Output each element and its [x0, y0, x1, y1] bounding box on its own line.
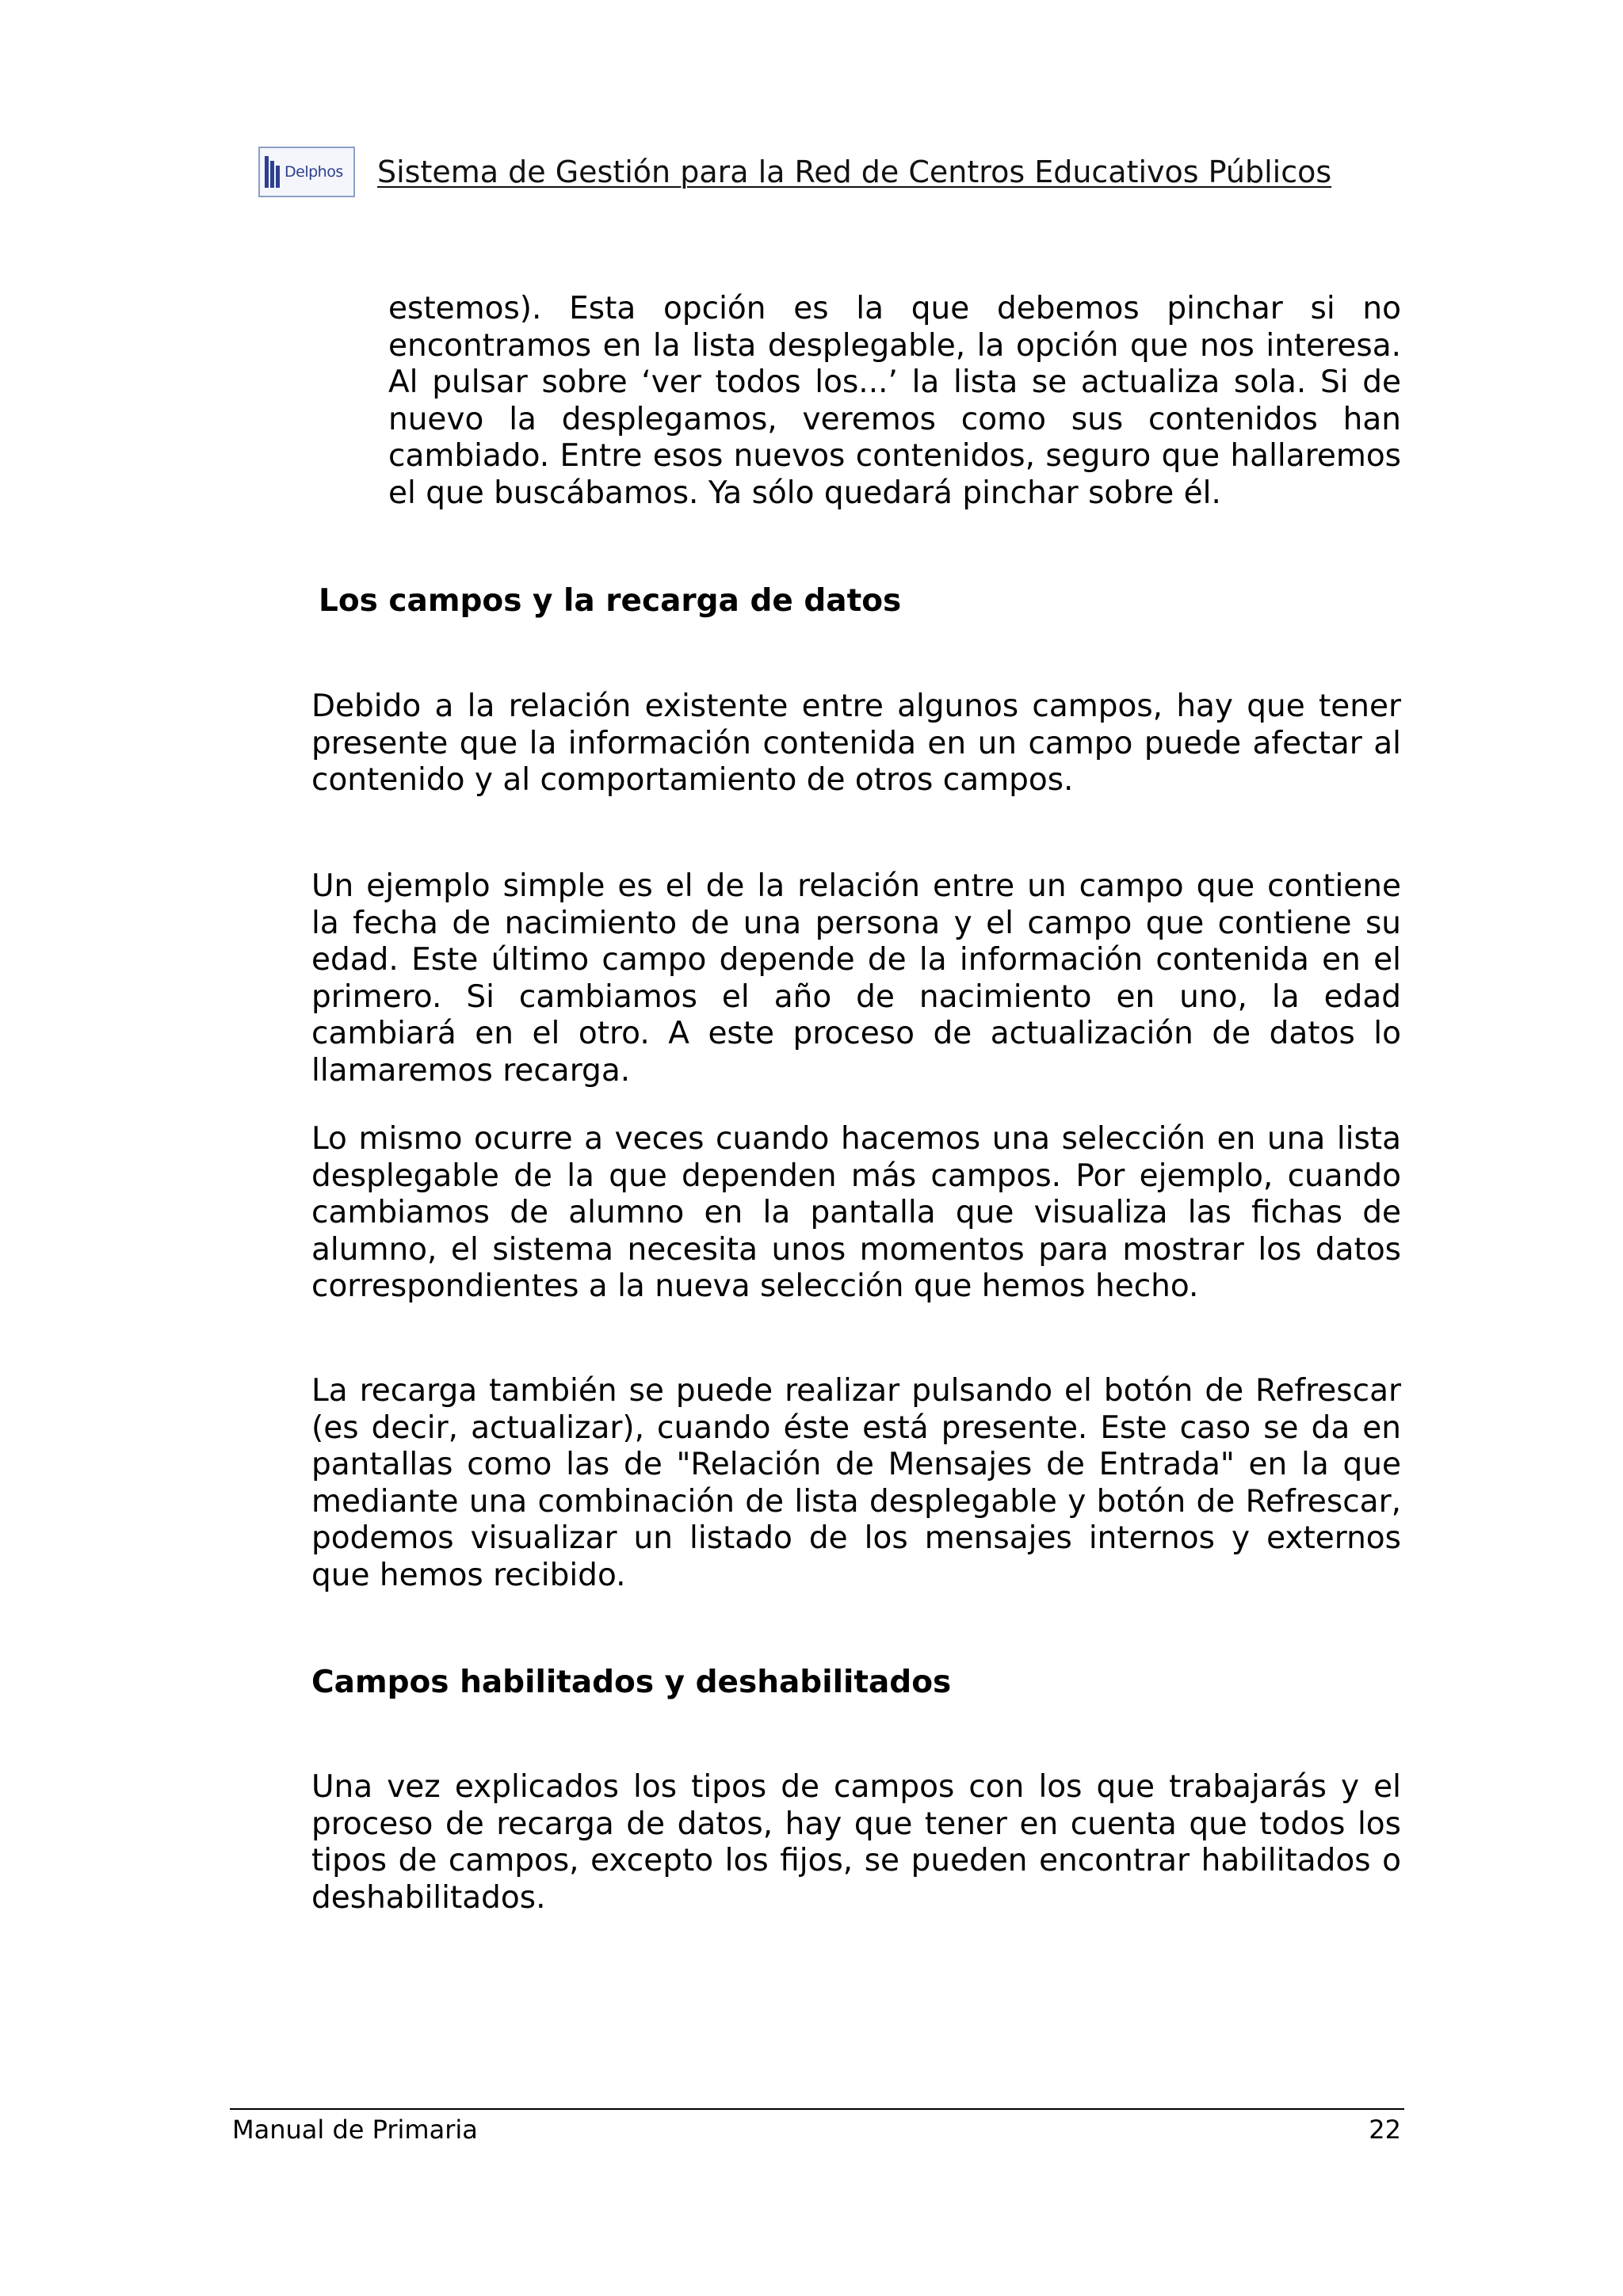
paragraph: Lo mismo ocurre a veces cuando hacemos una selección en una lista desplegable de la que dependen más campos. Por ejemplo, cuando cambiamos de alumno en la pantalla que visualiza las fichas de alumno, el sistema necesita unos momentos para mostrar los datos correspondientes a la nueva selección que hemos hecho. [311, 1121, 1401, 1304]
header-title: Sistema de Gestión para la Red de Centros Educativos Públicos [377, 154, 1332, 189]
section-heading-habilitados: Campos habilitados y deshabilitados [311, 1665, 952, 1700]
delphos-logo [258, 147, 355, 197]
page-number: 22 [1369, 2115, 1401, 2145]
page-header [258, 146, 1331, 198]
section-heading-recarga: Los campos y la recarga de datos [319, 583, 902, 619]
paragraph: Una vez explicados los tipos de campos con los que trabajarás y el proceso de recarga de datos, hay que tener en cuenta que todos los tipos de campos, excepto los fijos, se pueden encontrar habilitados o deshabilitados. [311, 1769, 1401, 1916]
intro-paragraph: estemos). Esta opción es la que debemos pinchar si no encontramos en la lista desplegable, la opción que nos interesa. Al pulsar sobre ‘ver todos los...’ la lista se actualiza sola. Si de nuevo la desplegamos, veremos como sus contenidos han cambiado. Entre esos nuevos contenidos, seguro que hallaremos el que buscábamos. Ya sólo quedará pinchar sobre él. [388, 291, 1401, 511]
paragraph: Un ejemplo simple es el de la relación entre un campo que contiene la fecha de nacimiento de una persona y el campo que contiene su edad. Este último campo depende de la información contenida en el primero. Si cambiamos el año de nacimiento en uno, la edad cambiará en el otro. A este proceso de actualización de datos lo llamaremos recarga. [311, 868, 1401, 1089]
columns-icon [265, 156, 281, 188]
paragraph: Debido a la relación existente entre algunos campos, hay que tener presente que la información contenida en un campo puede afectar al contenido y al comportamiento de otros campos. [311, 688, 1401, 798]
logo-text: Delphos [285, 163, 343, 181]
paragraph: La recarga también se puede realizar pulsando el botón de Refrescar (es decir, actualizar), cuando éste está presente. Este caso se da en pantallas como las de "Relación de Mensajes de Entrada" en la que mediante una combinación de lista desplegable y botón de Refrescar, podemos visualizar un listado de los mensajes internos y externos que hemos recibido. [311, 1373, 1401, 1593]
footer-document-name: Manual de Primaria [232, 2115, 478, 2145]
footer-divider [230, 2108, 1404, 2110]
